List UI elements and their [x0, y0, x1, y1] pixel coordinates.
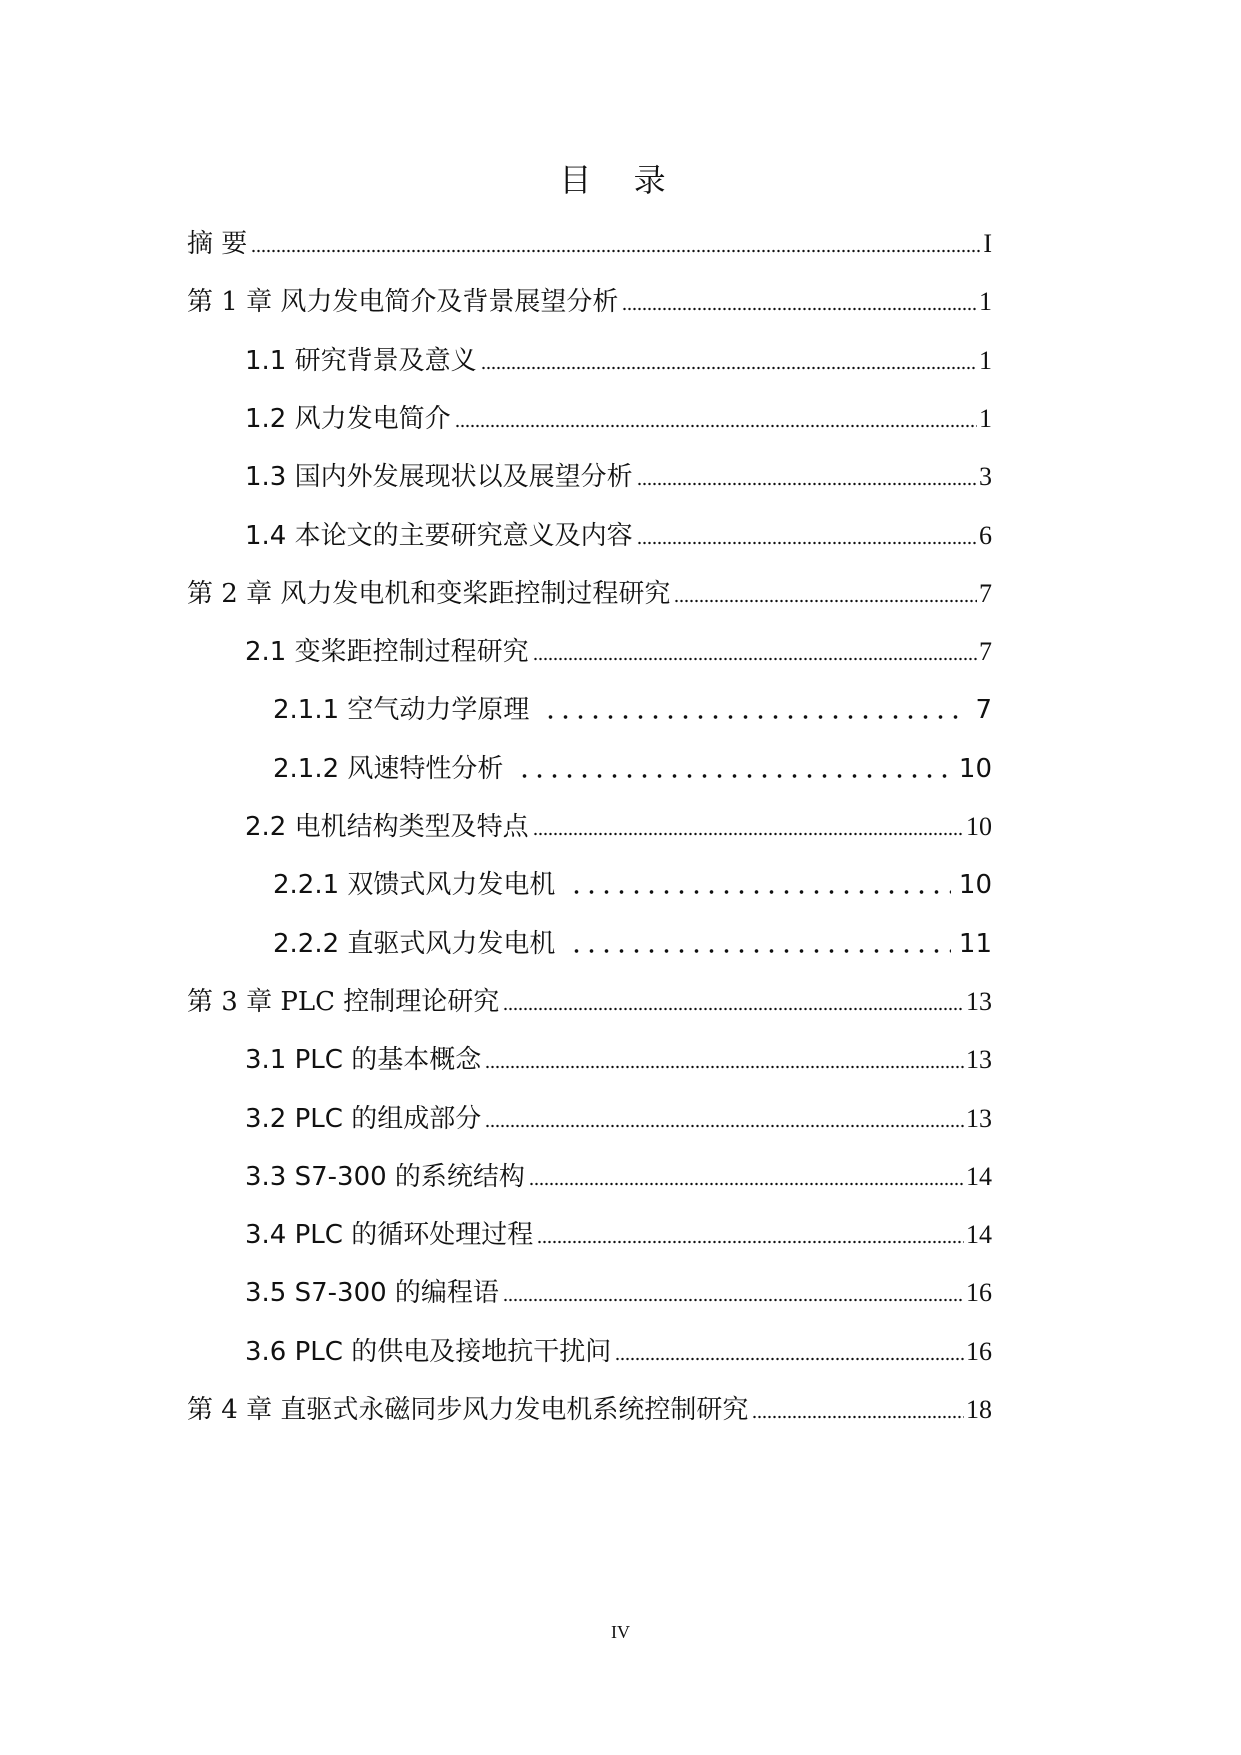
toc-entry[interactable] — [187, 980, 992, 1020]
toc-entry-page: 14 — [966, 1161, 992, 1191]
toc-entry-page: 6 — [979, 520, 992, 550]
toc-entry-label: 2.1 变桨距控制过程研究 — [245, 637, 529, 668]
toc-entry-page: 10 — [966, 812, 992, 841]
toc-entry-label: 1.1 研究背景及意义 — [245, 345, 477, 376]
toc-entry-page: 7 — [979, 578, 992, 608]
toc-entry-page: 1 — [979, 345, 992, 375]
toc-dot-leader — [537, 1240, 964, 1244]
toc-entry-page: 11 — [958, 928, 992, 959]
toc-dot-leader — [674, 599, 977, 603]
toc-entry-label: 第 1 章 风力发电简介及背景展望分析 — [187, 287, 619, 318]
toc-entry-label: 第 2 章 风力发电机和变桨距控制过程研究 — [187, 578, 671, 609]
toc-entry-label: 1.2 风力发电简介 — [245, 403, 451, 434]
toc-dot-leader — [481, 366, 977, 370]
toc-entry[interactable] — [245, 1213, 992, 1253]
toc-entry[interactable] — [187, 1388, 992, 1428]
toc-dot-leader — [503, 1298, 964, 1302]
toc-dot-leader — [543, 715, 967, 719]
toc-entry[interactable] — [245, 630, 992, 670]
toc-dot-leader — [752, 1415, 964, 1419]
toc-entry[interactable] — [245, 1330, 992, 1370]
toc-dot-leader — [569, 949, 950, 953]
toc-entry-page: 10 — [958, 870, 992, 901]
toc-entry-label: 2.1.2 风速特性分析 — [273, 753, 504, 784]
toc-entry-page: 10 — [958, 753, 992, 784]
toc-dot-leader — [517, 774, 950, 778]
toc-entry-label: 第 3 章 PLC 控制理论研究 — [187, 986, 500, 1017]
toc-entry[interactable] — [245, 514, 992, 554]
toc-entry[interactable] — [245, 455, 992, 495]
toc-entry-page: 18 — [966, 1395, 992, 1424]
toc-entry-page: 16 — [966, 1336, 992, 1366]
toc-entry[interactable] — [187, 572, 992, 612]
toc-entry[interactable] — [245, 805, 992, 845]
toc-dot-leader — [637, 482, 977, 486]
toc-entry-page: 13 — [966, 1103, 992, 1133]
toc-dot-leader — [529, 1182, 964, 1186]
toc-dot-leader — [533, 832, 964, 836]
toc-dot-leader — [569, 890, 950, 894]
toc-entry[interactable] — [245, 1271, 992, 1311]
toc-entry-page: 14 — [966, 1220, 992, 1250]
toc-dot-leader — [637, 541, 977, 545]
toc-entry-label: 2.2.2 直驱式风力发电机 — [273, 928, 556, 959]
toc-entry-label: 2.1.1 空气动力学原理 — [273, 695, 530, 726]
toc-entry[interactable] — [245, 1097, 992, 1137]
toc-entry-label: 摘 要 — [187, 229, 248, 259]
toc-entry[interactable] — [187, 222, 992, 262]
toc-entry-page: 13 — [966, 986, 992, 1016]
toc-entry[interactable] — [273, 747, 992, 787]
toc-entry-page: 7 — [979, 637, 992, 667]
toc-entry-label: 3.1 PLC 的基本概念 — [245, 1045, 482, 1076]
toc-entry-label: 1.3 国内外发展现状以及展望分析 — [245, 462, 633, 493]
toc-entry-label: 第 4 章 直驱式永磁同步风力发电机系统控制研究 — [187, 1395, 749, 1425]
toc-entry-label: 3.2 PLC 的组成部分 — [245, 1103, 482, 1134]
toc-entry[interactable] — [245, 1038, 992, 1078]
page-title: 目 录 — [559, 161, 682, 199]
toc-entry-label: 1.4 本论文的主要研究意义及内容 — [245, 520, 633, 551]
toc-entry-label: 3.6 PLC 的供电及接地抗干扰问 — [245, 1336, 612, 1367]
toc-entry-page: 1 — [979, 403, 992, 433]
toc-dot-leader — [455, 424, 977, 428]
toc-dot-leader — [622, 307, 977, 311]
toc-entry-page: 7 — [975, 695, 992, 726]
toc-dot-leader — [503, 1007, 964, 1011]
toc-entry-page: 1 — [979, 287, 992, 317]
toc-entry[interactable] — [187, 280, 992, 320]
toc-dot-leader — [615, 1357, 964, 1361]
toc-dot-leader — [533, 657, 977, 661]
toc-dot-leader — [485, 1124, 964, 1128]
toc-entry-label: 2.2.1 双馈式风力发电机 — [273, 870, 556, 901]
toc-entry-label: 2.2 电机结构类型及特点 — [245, 812, 529, 842]
toc-entry-label: 3.3 S7-300 的系统结构 — [245, 1161, 525, 1192]
toc-entry-page: I — [983, 229, 992, 258]
toc-entry-page: 16 — [966, 1278, 992, 1308]
toc-entry-page: 3 — [979, 462, 992, 492]
toc-entry-page: 13 — [966, 1045, 992, 1075]
toc-entry[interactable] — [245, 339, 992, 379]
toc-dot-leader — [251, 249, 981, 253]
toc-entry-label: 3.5 S7-300 的编程语 — [245, 1278, 499, 1309]
toc-entry[interactable] — [273, 688, 992, 728]
toc-entry[interactable] — [245, 1155, 992, 1195]
toc-entry[interactable] — [245, 397, 992, 437]
page-number: IV — [611, 1622, 630, 1642]
toc-entry-label: 3.4 PLC 的循环处理过程 — [245, 1220, 534, 1251]
toc-dot-leader — [485, 1065, 964, 1069]
toc-entry[interactable] — [273, 922, 992, 962]
toc-entry[interactable] — [273, 863, 992, 903]
